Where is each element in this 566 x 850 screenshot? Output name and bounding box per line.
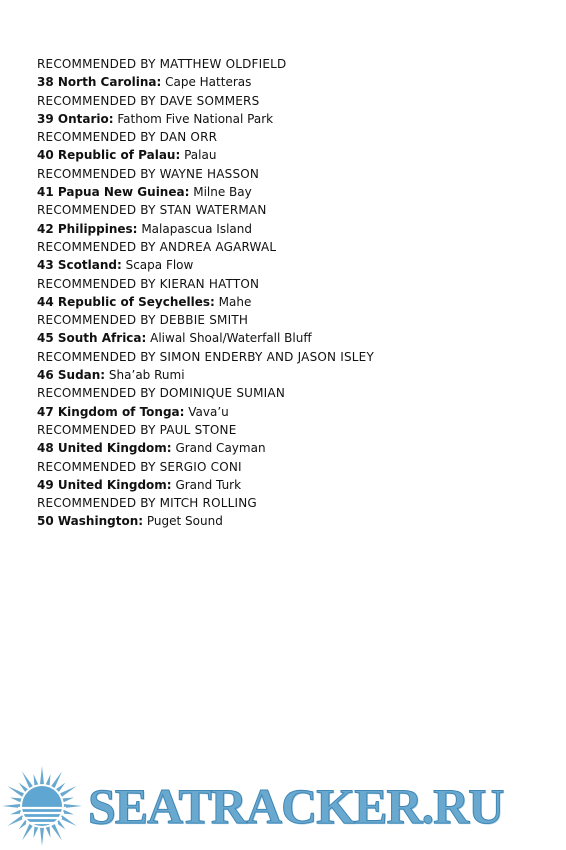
- entry-site: Aliwal Shoal/Waterfall Bluff: [150, 331, 312, 346]
- entry-site: Sha’ab Rumi: [108, 368, 185, 383]
- sun-over-sea-logo-icon: [0, 766, 86, 850]
- recommendation-line: RECOMMENDED BY SERGIO CONI: [37, 459, 242, 474]
- entry-number-place: 45 South Africa:: [37, 331, 147, 346]
- entry-site: Grand Cayman: [175, 441, 266, 456]
- entry-site: Malapascua Island: [141, 221, 253, 236]
- entry-site: Vava’u: [188, 404, 229, 419]
- recommendation-line: RECOMMENDED BY WAYNE HASSON: [37, 166, 260, 181]
- recommendation-line: RECOMMENDED BY KIERAN HATTON: [37, 276, 260, 291]
- entry-number-place: 40 Republic of Palau:: [37, 148, 181, 163]
- entry-site: Puget Sound: [146, 514, 223, 529]
- entry-site: Scapa Flow: [125, 258, 194, 273]
- dive-site-entry: [37, 293, 557, 311]
- dive-site-entry: [37, 439, 557, 457]
- entry-number-place: 41 Papua New Guinea:: [37, 185, 190, 200]
- dive-site-entry: [37, 512, 557, 530]
- entry-number-place: 39 Ontario:: [37, 111, 114, 126]
- dive-site-entry: [37, 73, 557, 91]
- recommendation-line: RECOMMENDED BY STAN WATERMAN: [37, 203, 267, 218]
- entry-site: Grand Turk: [175, 477, 242, 492]
- entry-number-place: 48 United Kingdom:: [37, 441, 172, 456]
- dive-site-entry: [37, 183, 557, 201]
- entry-number-place: 38 North Carolina:: [37, 75, 162, 90]
- entry-number-place: 44 Republic of Seychelles:: [37, 294, 215, 309]
- dive-site-entry: [37, 146, 557, 164]
- entry-number-place: 47 Kingdom of Tonga:: [37, 404, 185, 419]
- watermark-text: SEATRACKER.RU: [88, 778, 504, 834]
- entry-number-place: 50 Washington:: [37, 514, 144, 529]
- entry-site: Milne Bay: [193, 185, 252, 200]
- entry-number-place: 42 Philippines:: [37, 221, 138, 236]
- dive-site-entry: [37, 366, 557, 384]
- dive-site-entry: [37, 220, 557, 238]
- entry-number-place: 49 United Kingdom:: [37, 477, 172, 492]
- recommendation-line: RECOMMENDED BY DAVE SOMMERS: [37, 93, 260, 108]
- recommendation-line: RECOMMENDED BY PAUL STONE: [37, 422, 237, 437]
- entry-number-place: 46 Sudan:: [37, 368, 106, 383]
- entry-site: Mahe: [218, 294, 252, 309]
- entry-site: Cape Hatteras: [165, 75, 252, 90]
- watermark: [0, 766, 566, 850]
- entry-number-place: 43 Scotland:: [37, 258, 122, 273]
- dive-site-entry: [37, 110, 557, 128]
- recommendation-line: RECOMMENDED BY SIMON ENDERBY AND JASON ISLEY: [37, 349, 374, 364]
- recommendation-line: RECOMMENDED BY DOMINIQUE SUMIAN: [37, 386, 286, 401]
- dive-site-entry: [37, 403, 557, 421]
- recommendation-line: RECOMMENDED BY DEBBIE SMITH: [37, 313, 249, 328]
- dive-site-entry: [37, 329, 557, 347]
- recommendation-line: RECOMMENDED BY MITCH ROLLING: [37, 496, 257, 511]
- recommendation-line: RECOMMENDED BY MATTHEW OLDFIELD: [37, 57, 287, 71]
- dive-site-entry: [37, 256, 557, 274]
- entry-site: Fathom Five National Park: [117, 111, 274, 126]
- document-body: [37, 55, 557, 531]
- recommendation-line: RECOMMENDED BY ANDREA AGARWAL: [37, 239, 277, 254]
- recommendation-line: RECOMMENDED BY DAN ORR: [37, 130, 218, 145]
- entry-site: Palau: [184, 148, 217, 163]
- dive-site-entry: [37, 476, 557, 494]
